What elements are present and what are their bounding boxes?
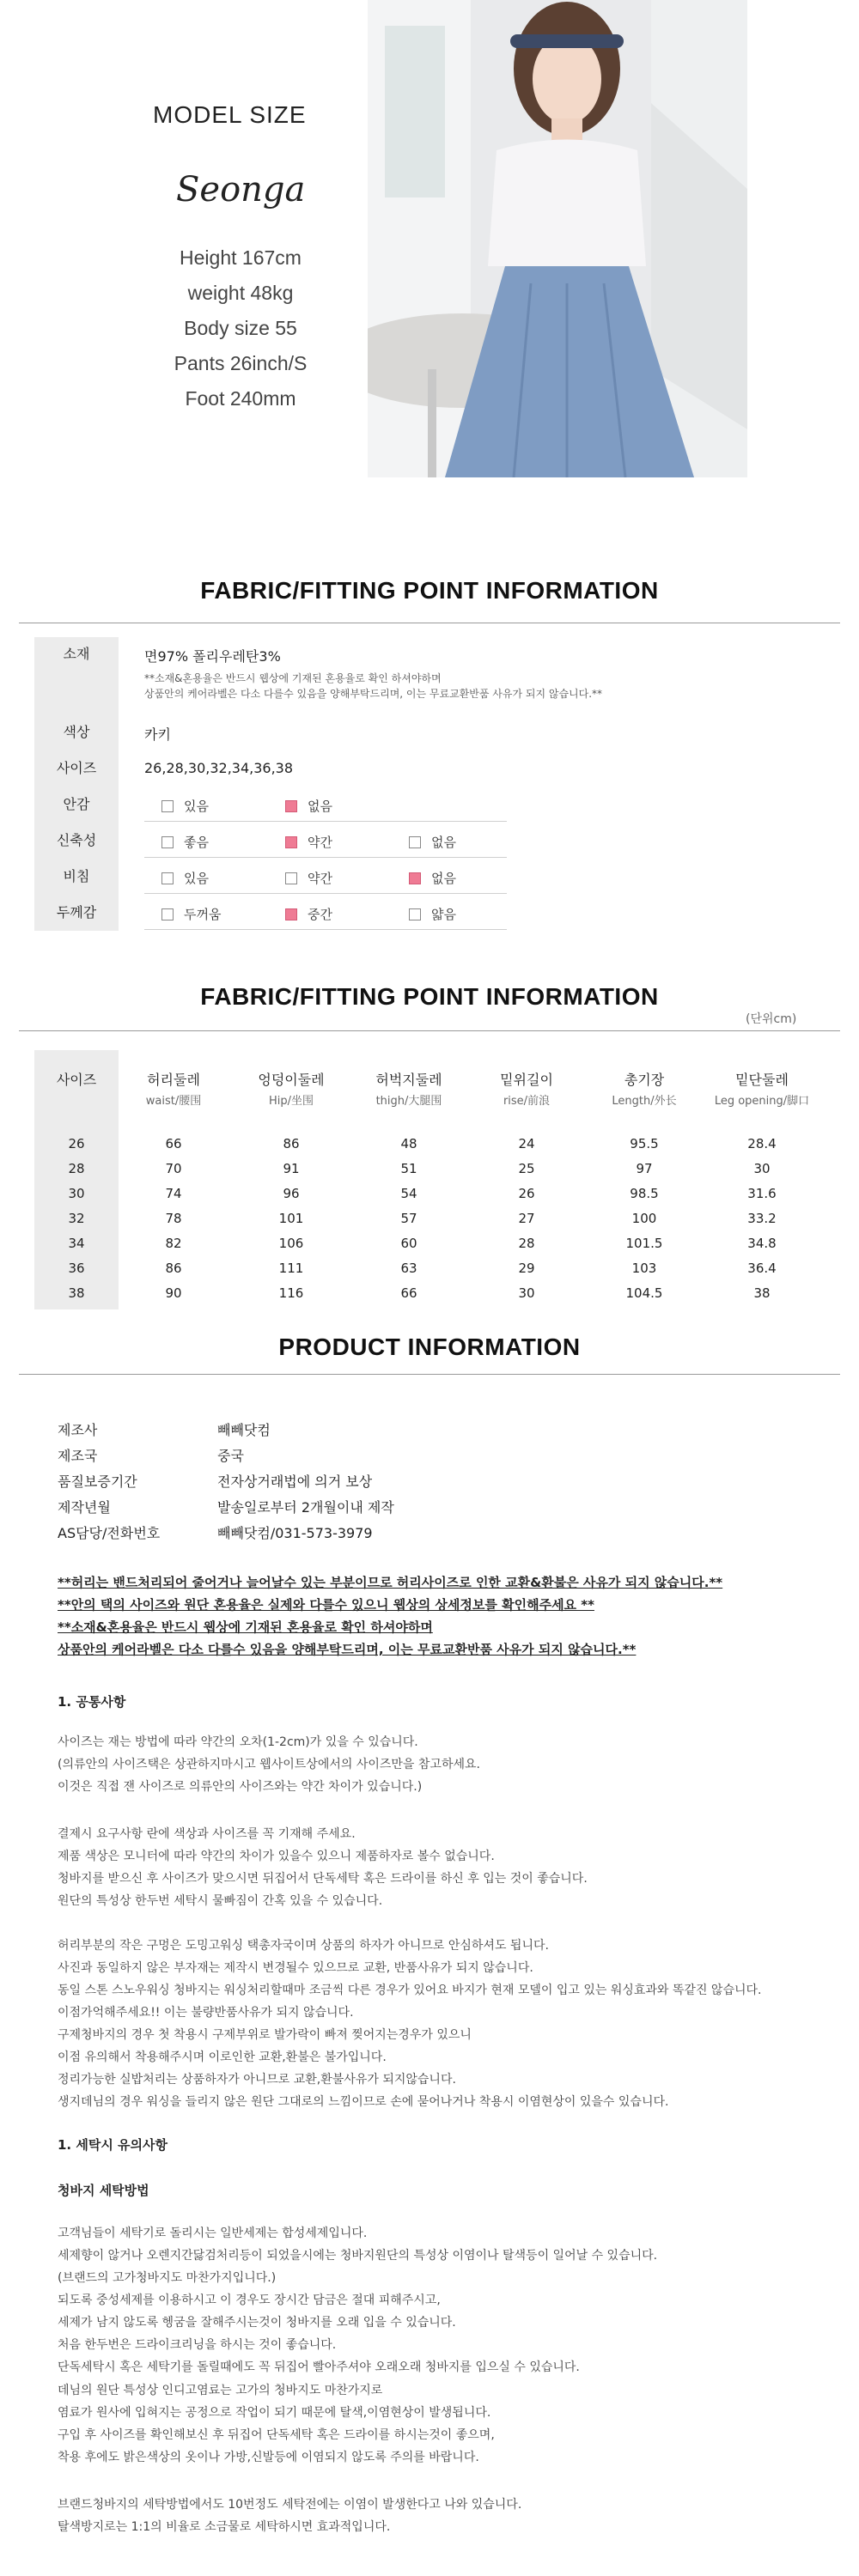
checkbox-checked-icon	[285, 800, 297, 812]
model-stat-foot: Foot 240mm	[185, 387, 296, 410]
size-cell: 78	[165, 1211, 182, 1226]
size-cell: 66	[400, 1285, 417, 1301]
fabric-color-value: 카키	[144, 726, 171, 743]
warning-line-1: **허리는 밴드처리되어 줄어거나 늘어날수 있는 부분이므로 허리사이즈로 인한 교환&환불은 사유가 되지 않습니다.**	[58, 1575, 723, 1590]
fabric-row-stretch	[34, 823, 825, 859]
fabric-material-note-1: **소재&혼용율은 반드시 웹상에 기재된 혼용율로 확인 하셔야하며	[144, 672, 442, 684]
warning-line-4: 상품안의 케어라벨은 다소 다를수 있음을 양해부탁드리며, 이는 무료교환반품 사유가 되지 않습니다.**	[58, 1642, 637, 1657]
fabric-label-material: 소재	[34, 637, 119, 714]
size-cell: 36.4	[747, 1261, 777, 1276]
size-row-label: 28	[68, 1161, 85, 1176]
thickness-option-thin[interactable]	[409, 905, 456, 923]
stretch-option-none[interactable]	[409, 833, 456, 851]
size-cell: 116	[278, 1285, 304, 1301]
product-label-as: AS담당/전화번호	[58, 1525, 161, 1541]
checkbox-icon	[161, 800, 174, 812]
size-col-leg-opening	[706, 1069, 818, 1108]
thickness-option-medium-label: 중간	[308, 907, 332, 922]
size-cell: 103	[631, 1261, 657, 1276]
model-name: Seonga	[176, 170, 306, 210]
fabric-material-note-2: 상품안의 케어라벨은 다소 다를수 있음을 양해부탁드리며, 이는 무료교환반품 사유가 되지 않습니다.**	[144, 688, 603, 700]
common-notes-para-3: 허리부분의 작은 구멍은 도밍고워싱 택총자국이며 상품의 하자가 아니므로 안심하셔도 됩니다. 사진과 동일하지 않은 부자재는 제작시 변경될수 있으므로 교환, 반품사유가 되지 않습니다. 동일 스톤 스노우워싱 청바지는 워싱처리할때마 조금씩 다른 경우가 있어요 바지가 현재 모델이 입고 있는 워싱효과와 똑같진 않습니다. 이점가억해주세요!! 이는 불량반품사유가 되지 않습니다. 구제청바지의 경우 첫 착용시 구제부위로 발가락이 빠져 찢어지는경우가 있으니 이점 유의해서 착용해주시며 이로인한 교환,환불은 불가입니다. 정리가능한 실밥처리는 상품하자가 아니므로 교환,환불사유가 되지않습니다. 생지데님의 경우 워싱을 들리지 않은 원단 그대로의 느낌이므로 손에 묻어나거나 착용시 이염현상이 있을수 있습니다.	[58, 1939, 762, 2109]
size-cell: 96	[283, 1186, 300, 1201]
lining-option-no[interactable]	[285, 797, 332, 815]
size-col-length-en: Length/外长	[612, 1095, 677, 1108]
fabric-material-value: 면97% 폴리우레탄3%	[144, 648, 281, 665]
fabric-label-sheer: 비침	[34, 859, 119, 895]
model-stats	[150, 240, 331, 416]
thickness-option-thick[interactable]	[161, 905, 221, 923]
size-col-thigh-ko: 허벅지둘레	[375, 1072, 442, 1088]
size-row-label: 30	[68, 1186, 85, 1201]
sheer-option-yes-label: 있음	[184, 871, 209, 886]
size-cell: 28.4	[747, 1136, 777, 1151]
sheer-option-slight-label: 약간	[308, 871, 332, 886]
size-col-length-ko: 총기장	[624, 1072, 665, 1088]
fabric-label-color: 색상	[34, 714, 119, 750]
wash-notes-para-3: 브랜드청바지의 세탁방법에서도 10번정도 세탁전에는 이염이 발생한다고 나와 있습니다. 탈색방지로는 1:1의 비율로 소금물로 세탁하시면 효과적입니다.	[58, 2498, 522, 2534]
size-cell: 34.8	[747, 1236, 777, 1251]
lining-row-line	[144, 821, 507, 822]
thickness-option-medium[interactable]	[285, 905, 332, 923]
size-cell: 101.5	[625, 1236, 663, 1251]
size-col-waist-ko: 허리둘레	[147, 1072, 200, 1088]
size-cell: 70	[165, 1161, 182, 1176]
common-notes-para-2: 결제시 요구사항 란에 색상과 사이즈를 꼭 기재해 주세요. 제품 색상은 모니터에 따라 약간의 차이가 있을수 있으니 제품하자로 볼수 없습니다. 청바지를 받으신 후 사이즈가 맞으시면 뒤집어서 단독세탁 혹은 드라이를 하신 후 입는 것이 좋습니다. 원단의 특성상 한두번 세탁시 물빠짐이 간혹 있을 수 있습니다.	[58, 1827, 588, 1908]
product-section-title: PRODUCT INFORMATION	[278, 1334, 581, 1360]
size-cell: 100	[631, 1211, 657, 1226]
fabric-label-size: 사이즈	[34, 750, 119, 787]
checkbox-checked-icon	[409, 872, 421, 884]
wash-notes-para-1: 고객님들이 세탁기로 돌리시는 일반세제는 합성세제입니다. 세제향이 않거나 오렌지간닳검처리등이 되었을시에는 청바지원단의 특성상 이염이나 탈색등이 일어날 수 있습니다. (브랜드의 고가청바지도 마찬가지입니다.) 되도록 중성세제를 이용하시고 이 경우도 장시간 담금은 절대 피해주시고, 세제가 남지 않도록 헹굼을 잘해주시는것이 청바지를 오래 입을 수 있습니다. 처음 한두번은 드라이크리닝을 하시는 것이 좋습니다. 단독세탁시 혹은 세탁기를 돌릴때에도 꼭 뒤집어 빨아주셔야 오래오래 청바지를 입으실 수 있습니다.	[58, 2227, 658, 2374]
size-col-leg-opening-en: Leg opening/脚口	[714, 1095, 810, 1108]
warning-line-3: **소재&혼용율은 반드시 웹상에 기재된 혼용율로 확인 하셔야하며	[58, 1619, 433, 1635]
fabric-label-stretch: 신축성	[34, 823, 119, 859]
size-cell: 30	[518, 1285, 535, 1301]
product-value-as: 빼빼닷컴/031-573-3979	[217, 1525, 373, 1541]
checkbox-icon	[409, 908, 421, 920]
size-header: 사이즈	[56, 1072, 97, 1088]
stretch-option-good-label: 좋음	[184, 835, 209, 850]
stretch-row-line	[144, 857, 507, 858]
size-row-label: 36	[68, 1261, 85, 1276]
size-cell: 66	[165, 1136, 182, 1151]
checkbox-icon	[161, 908, 174, 920]
checkbox-icon	[161, 836, 174, 848]
size-cell: 29	[518, 1261, 535, 1276]
wash-notes-para-2: 데님의 원단 특성상 인디고염료는 고가의 청바지도 마찬가지로 염료가 원사에 입혀지는 공정으로 작업이 되기 때문에 탈색,이염현상이 발생됩니다. 구입 후 사이즈를 확인해보신 후 뒤집어 단독세탁 혹은 드라이를 하시는것이 좋으며, 착용 후에도 밝은색상의 옷이나 가방,신발등에 이염되지 않도록 주의를 바랍니다.	[58, 2384, 495, 2464]
size-cell: 74	[165, 1186, 182, 1201]
fabric-row-material	[34, 637, 825, 714]
stretch-option-none-label: 없음	[431, 835, 456, 850]
sheer-option-none[interactable]	[409, 869, 456, 887]
product-divider	[19, 1374, 840, 1375]
size-cell: 97	[636, 1161, 653, 1176]
common-notes-heading: 1. 공통사항	[58, 1694, 126, 1710]
warning-line-2: **안의 택의 사이즈와 원단 혼용율은 실제와 다를수 있으니 웹상의 상세정보를 확인해주세요 **	[58, 1597, 594, 1613]
size-cell: 24	[518, 1136, 535, 1151]
size-cell: 51	[400, 1161, 417, 1176]
thickness-option-thin-label: 얇음	[431, 907, 456, 922]
fabric-row-color	[34, 714, 825, 750]
size-col-leg-opening-ko: 밑단둘레	[735, 1072, 789, 1088]
size-row-label: 26	[68, 1136, 85, 1151]
sheer-option-yes[interactable]	[161, 869, 209, 887]
size-cell: 25	[518, 1161, 535, 1176]
size-col-rise-en: rise/前浪	[503, 1095, 551, 1108]
product-label-country: 제조국	[58, 1448, 98, 1464]
sheer-option-slight[interactable]	[285, 869, 332, 887]
fabric-row-size	[34, 750, 825, 787]
size-cell: 90	[165, 1285, 182, 1301]
checkbox-checked-icon	[285, 836, 297, 848]
checkbox-icon	[285, 872, 297, 884]
size-cell: 28	[518, 1236, 535, 1251]
fabric-row-thickness	[34, 895, 825, 931]
jeans-wash-heading: 청바지 세탁방법	[58, 2183, 149, 2198]
model-photo-image	[368, 0, 747, 477]
checkbox-icon	[409, 836, 421, 848]
stretch-option-good[interactable]	[161, 833, 209, 851]
size-cell: 82	[165, 1236, 182, 1251]
size-col-hip-en: Hip/坐围	[268, 1095, 314, 1108]
product-value-maker: 빼빼닷컴	[217, 1422, 271, 1438]
size-unit: (단위cm)	[746, 1012, 797, 1026]
product-label-maker: 제조사	[58, 1422, 98, 1438]
model-stat-weight: weight 48kg	[187, 282, 294, 304]
size-col-hip-ko: 엉덩이둘레	[258, 1072, 325, 1088]
size-col-hip	[235, 1069, 347, 1108]
size-cell: 38	[753, 1285, 771, 1301]
size-cell: 95.5	[630, 1136, 659, 1151]
lining-option-yes-label: 있음	[184, 799, 209, 814]
fabric-row-lining	[34, 787, 825, 823]
product-value-production: 발송일로부터 2개월이내 제작	[217, 1499, 394, 1516]
fabric-label-thickness: 두께감	[34, 895, 119, 931]
size-cell: 57	[400, 1211, 417, 1226]
fabric-row-sheer	[34, 859, 825, 895]
size-divider	[19, 1030, 840, 1031]
size-row-label: 32	[68, 1211, 85, 1226]
product-value-country: 중국	[217, 1448, 244, 1464]
stretch-option-slight[interactable]	[285, 833, 332, 851]
model-stat-body-size: Body size 55	[184, 317, 297, 339]
size-cell: 48	[400, 1136, 417, 1151]
size-cell: 60	[400, 1236, 417, 1251]
size-col-thigh	[353, 1069, 465, 1108]
common-notes-para-1: 사이즈는 재는 방법에 따라 약간의 오차(1-2cm)가 있을 수 있습니다. (의류안의 사이즈택은 상관하지마시고 웹사이트상에서의 사이즈만을 참고하세요. 이것은 직접 잰 사이즈로 의류안의 사이즈와는 약간 차이가 있습니다.)	[58, 1735, 480, 1794]
fabric-label-lining: 안감	[34, 787, 119, 823]
sheer-row-line	[144, 893, 507, 894]
model-size-title: MODEL SIZE	[153, 101, 307, 128]
product-value-warranty: 전자상거래법에 의거 보상	[217, 1473, 373, 1490]
size-col-waist-en: waist/腰围	[145, 1095, 202, 1108]
model-stat-height: Height 167cm	[180, 246, 302, 269]
size-col-thigh-en: thigh/大腿围	[375, 1095, 442, 1108]
size-cell: 86	[165, 1261, 182, 1276]
size-cell: 106	[278, 1236, 304, 1251]
size-row-label: 38	[68, 1285, 85, 1301]
size-cell: 54	[400, 1186, 417, 1201]
size-col-rise	[471, 1069, 582, 1108]
size-cell: 33.2	[747, 1211, 777, 1226]
checkbox-checked-icon	[285, 908, 297, 920]
size-cell: 63	[400, 1261, 417, 1276]
product-label-warranty: 품질보증기간	[58, 1473, 137, 1490]
size-col-waist	[118, 1069, 229, 1108]
wash-notes-heading: 1. 세탁시 유의사항	[58, 2137, 168, 2153]
checkbox-icon	[161, 872, 174, 884]
fabric-section-title: FABRIC/FITTING POINT INFORMATION	[200, 577, 659, 604]
size-cell: 86	[283, 1136, 300, 1151]
product-label-production: 제작년월	[58, 1499, 111, 1516]
lining-option-yes[interactable]	[161, 797, 209, 815]
thickness-option-thick-label: 두꺼움	[184, 907, 222, 922]
stretch-option-slight-label: 약간	[308, 835, 332, 850]
fabric-size-value: 26,28,30,32,34,36,38	[144, 760, 294, 776]
size-col-rise-ko: 밑위길이	[500, 1072, 553, 1088]
size-cell: 26	[518, 1186, 535, 1201]
size-cell: 31.6	[747, 1186, 777, 1201]
size-cell: 104.5	[625, 1285, 663, 1301]
size-row-label: 34	[68, 1236, 85, 1251]
size-cell: 111	[278, 1261, 304, 1276]
size-col-length	[588, 1069, 700, 1108]
size-cell: 30	[753, 1161, 771, 1176]
size-cell: 91	[283, 1161, 300, 1176]
sheer-option-none-label: 없음	[431, 871, 456, 886]
lining-option-no-label: 없음	[308, 799, 332, 814]
size-section-title: FABRIC/FITTING POINT INFORMATION	[200, 983, 659, 1010]
size-cell: 98.5	[630, 1186, 659, 1201]
thickness-row-line	[144, 929, 507, 930]
model-stat-pants: Pants 26inch/S	[174, 352, 308, 374]
model-photo	[368, 0, 747, 477]
size-cell: 101	[278, 1211, 304, 1226]
size-cell: 27	[518, 1211, 535, 1226]
